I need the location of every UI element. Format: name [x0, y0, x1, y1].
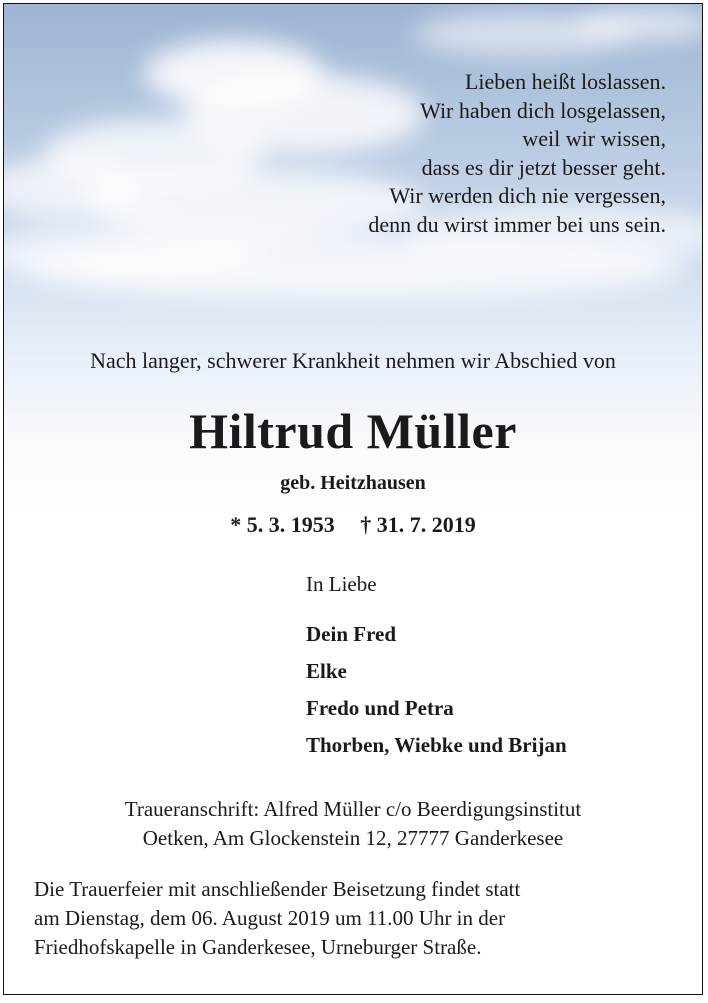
address-line: Oetken, Am Glockenstein 12, 27777 Ganderkesee: [142, 826, 564, 850]
funeral-line: am Dienstag, dem 06. August 2019 um 11.00 Uhr in der: [34, 906, 506, 930]
poem-line: weil wir wissen,: [522, 126, 666, 151]
poem-line: Lieben heißt loslassen.: [464, 69, 666, 94]
funeral-info: [34, 875, 520, 962]
poem-line: Wir werden dich nie vergessen,: [389, 183, 666, 208]
funeral-line: Die Trauerfeier mit anschließender Beisetzung findet statt: [34, 877, 521, 901]
funeral-line: Friedhofskapelle in Ganderkesee, Urneburger Straße.: [34, 935, 482, 959]
deceased-name: Hiltrud Müller: [189, 403, 517, 459]
poem-line: Wir haben dich losgelassen,: [420, 97, 666, 123]
poem: [368, 68, 666, 239]
address-line: Traueranschrift: Alfred Müller c/o Beerdigungsinstitut: [124, 797, 582, 821]
death-date: † 31. 7. 2019: [360, 512, 476, 537]
poem-line: dass es dir jetzt besser geht.: [421, 154, 666, 180]
mourner: Fredo und Petra: [306, 696, 454, 720]
in-love-label: In Liebe: [306, 572, 377, 596]
mourners-list: [306, 616, 567, 764]
intro-text: Nach langer, schwerer Krankheit nehmen wir Abschied von: [90, 348, 616, 373]
maiden-name: geb. Heitzhausen: [280, 472, 426, 494]
life-dates: [4, 512, 702, 538]
condolence-address: [4, 795, 702, 853]
mourner: Elke: [306, 659, 347, 683]
birth-date: * 5. 3. 1953: [230, 512, 335, 537]
mourner: Dein Fred: [306, 622, 397, 646]
mourner: Thorben, Wiebke und Brijan: [306, 733, 567, 757]
obituary-card: [3, 3, 703, 995]
poem-line: denn du wirst immer bei uns sein.: [368, 211, 666, 237]
